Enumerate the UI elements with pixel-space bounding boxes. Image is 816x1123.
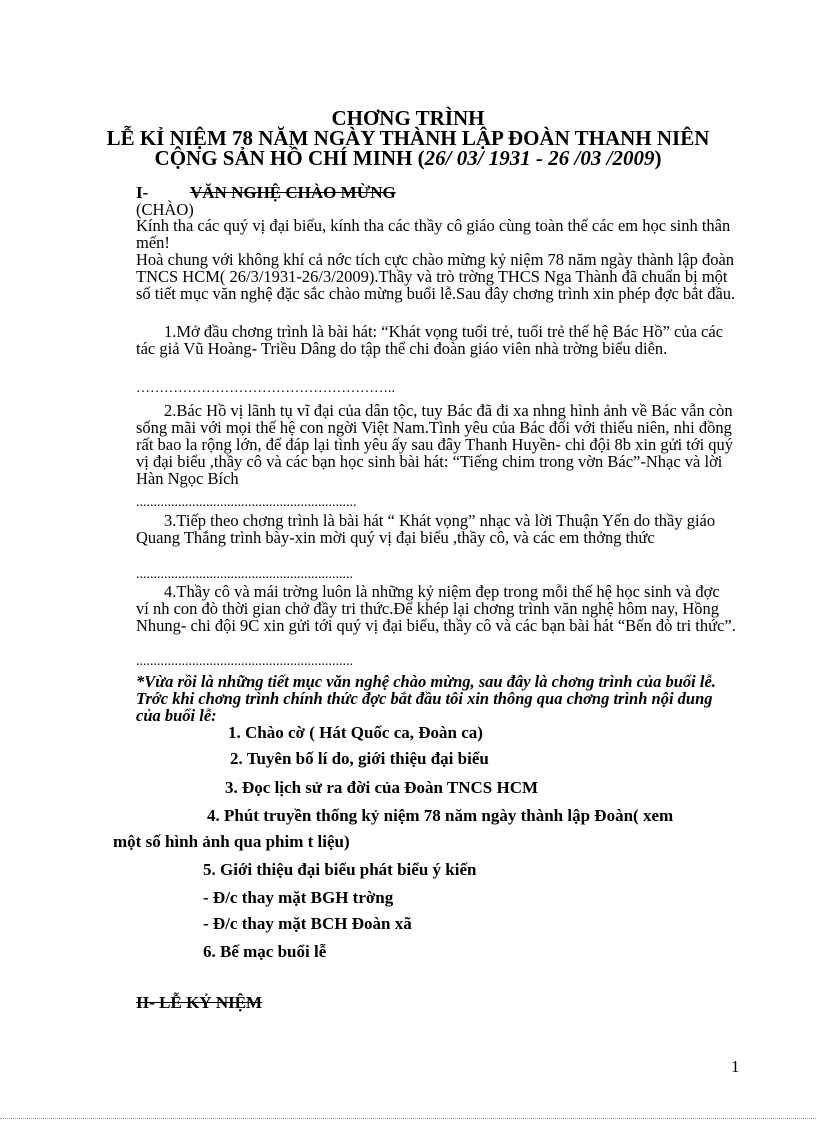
page-bottom-border — [0, 1118, 816, 1119]
program-item-3: 3. Đọc lịch sử ra đời của Đoàn TNCS HCM — [225, 778, 539, 797]
program-item-4-continued: một số hình ảnh qua phim t liệu) — [113, 832, 350, 851]
dotted-separator-3: .............................................................. — [136, 567, 353, 582]
title-close-paren: ) — [654, 146, 662, 170]
page-number: 1 — [731, 1057, 740, 1076]
item2-paragraph: 2.Bác Hồ vị lãnh tụ vĩ đại của dân tộc, tuy Bác đã đi xa nhng hình ảnh về Bác vẫn còn sống mãi với mọi thế hệ con ngời Việt Nam.Tình yêu của Bác đối với thiếu niên, nhi đồng rất bao la rộng lớn, để đáp lại tình yêu ấy sau đây Thanh Huyền- chi đội 8b xin gửi tới quý vị đại biểu ,thầy cô và các bạn học sinh bài hát: “Tiếng chim trong vờn Bác”-Nhạc và lời Hàn Ngọc Bích — [136, 401, 734, 488]
section1-roman: I- — [136, 183, 149, 202]
program-item-1: 1. Chào cờ ( Hát Quốc ca, Đoàn ca) — [228, 723, 483, 742]
title-org-name: CỘNG SẢN HỒ CHÍ MINH ( — [154, 146, 425, 170]
dotted-separator-2: ............................................................... — [136, 495, 357, 510]
program-item-2: 2. Tuyên bố lí do, giới thiệu đại biểu — [230, 749, 489, 768]
intro-paragraph: Hoà chung với không khí cả nớc tích cực chào mừng kỷ niệm 78 năm ngày thành lập đoàn TNCS HCM( 26/3/1931-26/3/2009).Thầy và trò trờng THCS Nga Thành đã chuẩn bị một số tiết mục văn nghệ đặc sắc chào mừng buổi lễ.Sau đây chơng trình xin phép đợc bắt đầu. — [136, 250, 736, 303]
program-item-5: 5. Giới thiệu đại biểu phát biểu ý kiến — [203, 860, 477, 879]
dotted-separator-4: .............................................................. — [136, 654, 353, 669]
program-item-6: 6. Bế mạc buổi lễ — [203, 942, 327, 961]
doc-title-line1: CHƠNG TRÌNH — [331, 106, 485, 130]
dotted-separator-1: ……………………………………………….. — [136, 381, 395, 396]
title-date-range: 26/ 03/ 1931 - 26 /03 /2009 — [424, 146, 655, 170]
section1-subheading: (CHÀO) — [136, 200, 194, 219]
program-item-4: 4. Phút truyền thống kỷ niệm 78 năm ngày thành lập Đoàn( xem — [207, 806, 674, 825]
program-item-5b: - Đ/c thay mặt BCH Đoàn xã — [203, 914, 412, 933]
section1-heading: VĂN NGHỆ CHÀO MỪNG — [190, 183, 396, 202]
greeting-paragraph: Kính tha các quý vị đại biểu, kính tha các thầy cô giáo cùng toàn thể các em học sinh thân mến! — [136, 216, 731, 252]
doc-title-line2: LỄ KỈ NIỆM 78 NĂM NGÀY THÀNH LẬP ĐOÀN THANH NIÊN — [106, 126, 710, 150]
item4-paragraph: 4.Thầy cô và mái trờng luôn là những kỷ niệm đẹp trong mỗi thế hệ học sinh và đợc ví nh con đò thời gian chở đầy tri thức.Để khép lại chơng trình văn nghệ hôm nay, Hồng Nhung- chi đội 9C xin gửi tới quý vị đại biểu, thầy cô và các bạn bài hát “Bến đò tri thức”. — [136, 582, 736, 635]
section2-heading: II- LỄ KỶ NIỆM — [136, 993, 263, 1012]
item3-paragraph: 3.Tiếp theo chơng trình là bài hát “ Khát vọng” nhạc và lời Thuận Yến do thầy giáo Quang Thắng trình bày-xin mời quý vị đại biểu ,thầy cô, và các em thởng thức — [136, 511, 716, 547]
item1-paragraph: 1.Mở đầu chơng trình là bài hát: “Khát vọng tuổi trẻ, tuổi trẻ thế hệ Bác Hồ” của các tác giả Vũ Hoàng- Triều Dâng do tập thể chi đoàn giáo viên nhà trờng biểu diễn. — [136, 322, 724, 358]
transition-paragraph: *Vừa rồi là những tiết mục văn nghệ chào mừng, sau đây là chơng trình của buổi lễ. Trớc khi chơng trình chính thức đợc bắt đầu tôi xin thông qua chơng trình nội dung của buổi lễ: — [136, 672, 716, 725]
doc-title-line3 — [0, 147, 816, 169]
program-item-5a: - Đ/c thay mặt BGH trờng — [203, 888, 394, 907]
